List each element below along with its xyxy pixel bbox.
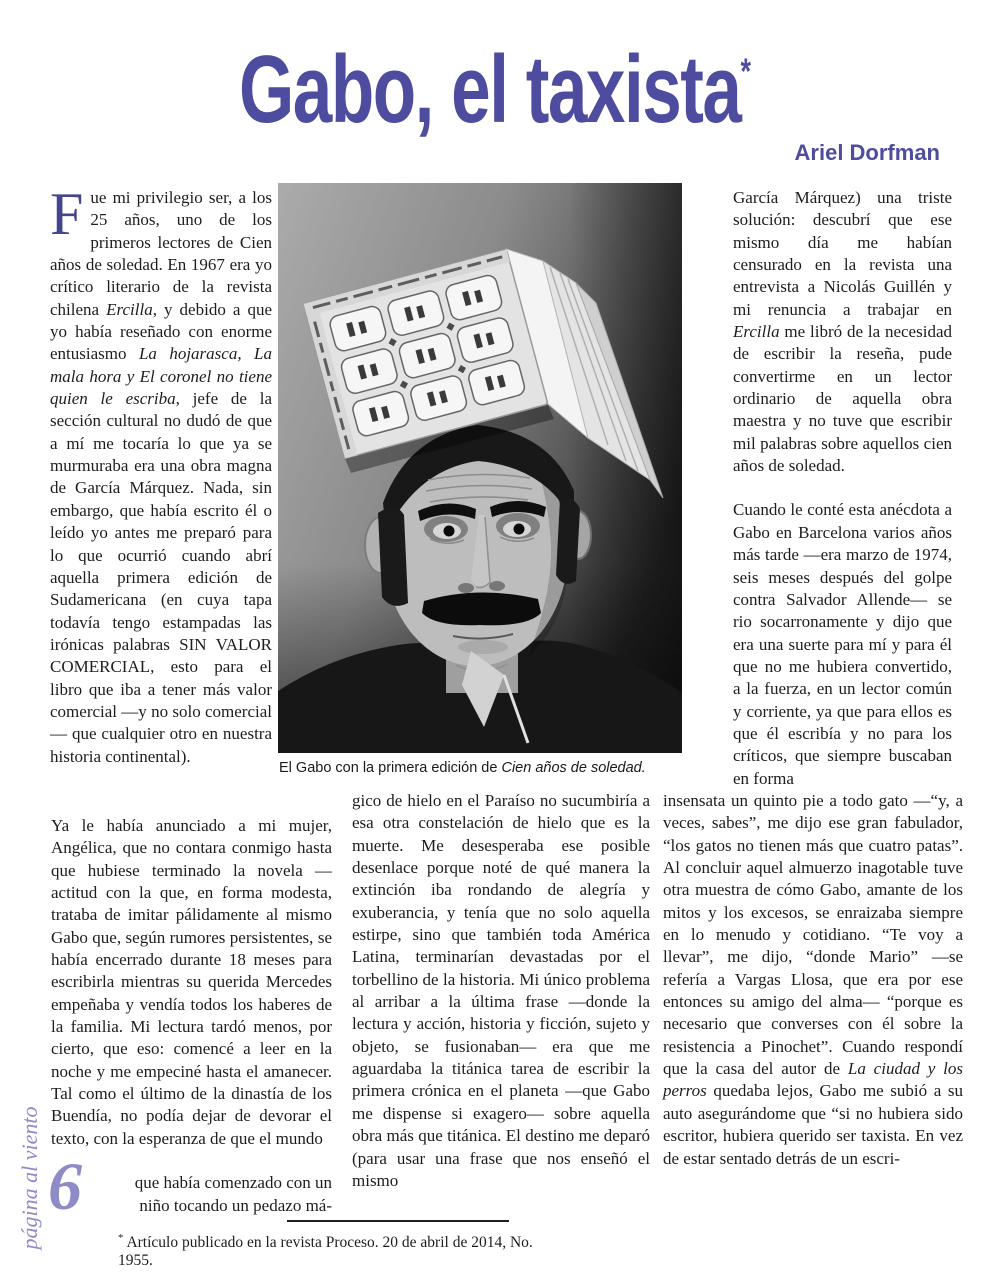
title-footnote-marker: * xyxy=(740,50,751,92)
paragraph: gico de hielo en el Paraíso no sucumbiría a esa otra constelación de hielo que es la muerte. Me desesperaba ese posible desenlace porque noté de qué manera la extinción iba rondando de alegría y exuberancia, y tenía que no solo aquella estirpe, sino que también toda América Latina, terminarían devastadas por el torbellino de la historia. Mi único problema al arribar a la última frase —donde la lectura y acción, historia y ficción, sujeto y objeto, se fusionaban— era que me aguardaba la titánica tarea de escribir la primera crónica en el planeta —que Gabo me dispense si exagero— sobre aquella obra más que titánica. El destino me deparó (para usar una frase que nos enseñó el mismo xyxy=(352,791,650,1190)
paragraph-indented-tail: que había comenzado con un niño tocando un pedazo má- xyxy=(134,1173,332,1215)
column-2-bottom xyxy=(352,790,650,1192)
photo-caption: El Gabo con la primera edición de Cien años de soledad. xyxy=(279,760,646,776)
column-3-bottom xyxy=(663,790,963,1170)
gabo-photo xyxy=(278,183,682,753)
page-number: 6 xyxy=(48,1148,82,1224)
page-title-text: Gabo, el taxista xyxy=(239,36,741,143)
paragraph xyxy=(50,181,272,768)
gabo-photo-illustration xyxy=(278,183,682,753)
footnote-text: Artículo publicado en la revista Proceso. 20 de abril de 2014, No. 1955. xyxy=(118,1234,533,1270)
page-title xyxy=(129,36,862,143)
column-3-top xyxy=(733,187,952,790)
paragraph: Ya le había anunciado a mi mujer, Angélica, que no contara conmigo hasta que hubiese terminado la novela —actitud con la que, en forma modesta, trataba de imitar pálidamente al mismo Gabo que, según rumores persistentes, se había encerrado durante 18 meses para escribirla mientras su querida Mercedes empeñaba y vendía todos los haberes de la familia. Mi lectura tardó menos, por cierto, que eso: comencé a leer en la noche y me empeciné hasta el amanecer. Tal como el último de la dinastía de los Buendía, no podía dejar de devorar el texto, con la esperanza de que el mundo xyxy=(51,816,332,1148)
author-byline: Ariel Dorfman xyxy=(794,140,940,165)
section-label: página al viento xyxy=(17,1106,42,1250)
paragraph-text: ue mi privilegio ser, a los 25 años, uno de los primeros lectores de Cien años de soledad. En 1967 era yo crítico literario de la revista chilena Ercilla, y debido a que yo había reseñado con enorme entusiasmo La hojarasca, La mala hora y El coronel no tiene quien le escriba, jefe de la sección cultural no dudó de que a mí me tocaría lo que ya se murmuraba era una obra magna de García Márquez. Nada, sin embargo, que había escrito él o leído yo antes me preparó para lo que ocurrió cuando abrí aquella primera edición de Sudamericana (en cuya tapa todavía tengo estampadas las irónicas palabras SIN VALOR COMERCIAL, esto para el libro que iba a tener más valor comercial —y no solo comercial— que cualquier otro en nuestra historia continental). xyxy=(50,188,272,766)
paragraph: insensata un quinto pie a todo gato —“y, a veces, sabes”, me dijo ese gran fabulador, “los gatos no tienen más que cuatro patas”. Al concluir aquel almuerzo inagotable tuve otra muestra de cómo Gabo, amante de los mitos y los excesos, se enraizaba siempre en lo menudo y cotidiano. “Te voy a llevar”, me dijo, “donde Mario” —se refería a Vargas Llosa, que era por ese entonces su amigo del alma— “porque es necesario que converses con él sobre la resistencia a Pinochet”. Cuando respondí que la casa del autor de La ciudad y los perros quedaba lejos, Gabo me subió a su auto asegurándome que “si no hubiera sido escritor, hubiera querido ser taxista. En vez de estar sentado detrás de un escri- xyxy=(663,791,964,1168)
paragraph: Cuando le conté esta anécdota a Gabo en Barcelona varios años más tarde —era marzo de 1974, seis meses después del golpe contra Salvador Allende— se rio socarronamente y dijo que era una suerte para mí y para él que no me hubiera convertido, a la fuerza, en un lector común y corriente, ya que para ellos es que él escribía y no para los críticos, que siempre buscaban en forma xyxy=(733,500,952,788)
footnote xyxy=(118,1232,558,1270)
column-1-bottom xyxy=(51,815,332,1217)
footnote-marker: * xyxy=(118,1232,124,1244)
footnote-divider xyxy=(287,1220,509,1222)
paragraph: García Márquez) una triste solución: descubrí que ese mismo día me habían censurado en la revista una entrevista a Nicolás Guillén y mi renuncia a trabajar en Ercilla me libró de la necesidad de escribir la reseña, pude convertirme en un lector ordinario de aquella obra maestra y no tuve que escribir mil palabras sobre aquellos cien años de soledad. xyxy=(733,188,952,476)
dropcap-letter: F xyxy=(50,181,84,247)
column-1-top xyxy=(50,181,272,768)
